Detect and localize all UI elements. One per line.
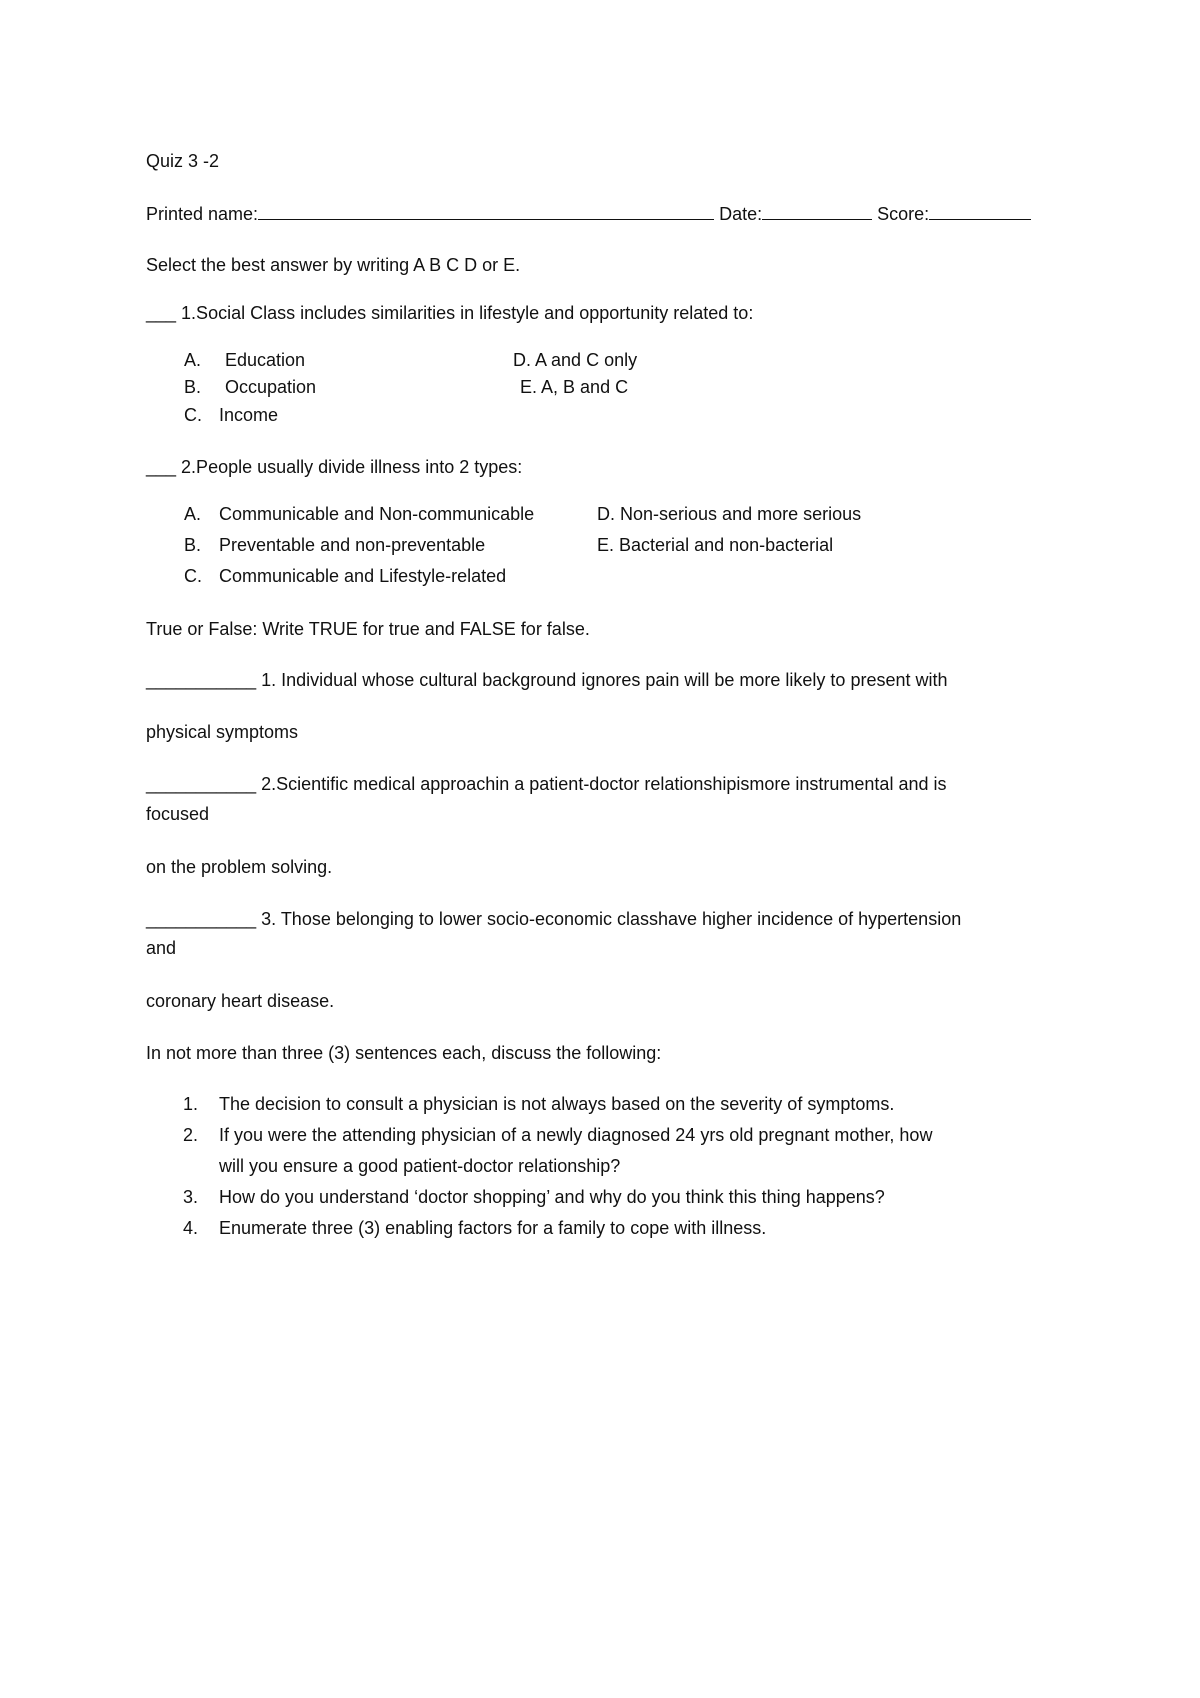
option-text: A and C only [535, 350, 638, 370]
option-letter: A. [184, 350, 202, 370]
statement-continuation: coronary heart disease. [146, 991, 335, 1011]
option-d [513, 349, 637, 372]
essay-number: 3. [183, 1187, 199, 1207]
tf-instruction: True or False: Write TRUE for true and FALSE for false. [146, 619, 590, 639]
question-text: 1.Social Class includes similarities in lifestyle and opportunity related to: [176, 303, 754, 323]
score-label: Score: [877, 204, 930, 224]
option-text: Non-serious and more serious [620, 504, 862, 524]
tf-item-2 [146, 773, 946, 796]
option-text: Occupation [225, 377, 317, 397]
mc-question-1 [146, 302, 753, 325]
option-letter: C. [184, 405, 202, 425]
answer-blank[interactable]: ___________ [146, 774, 257, 794]
question-text: 2.People usually divide illness into 2 types: [176, 457, 523, 477]
name-label: Printed name: [146, 204, 259, 224]
statement-continuation: and [146, 938, 177, 958]
option-letter: D. [597, 504, 615, 524]
option-text: Communicable and Non-communicable [219, 504, 535, 524]
essay-number: 2. [183, 1125, 199, 1145]
option-text: Income [219, 405, 279, 425]
statement-continuation: physical symptoms [146, 722, 299, 742]
option-letter: D. [513, 350, 531, 370]
option-e [520, 376, 628, 399]
score-field[interactable] [929, 202, 1031, 220]
option-d [597, 503, 861, 526]
option-letter: C. [184, 566, 202, 586]
tf-item-3 [146, 908, 961, 931]
option-letter: B. [184, 535, 202, 555]
date-label: Date: [719, 204, 763, 224]
mc-question-2 [146, 456, 522, 479]
answer-blank[interactable]: ___________ [146, 670, 257, 690]
option-letter: B. [184, 377, 202, 397]
essay-number: 4. [183, 1218, 199, 1238]
statement-text: 1. Individual whose cultural background ignores pain will be more likely to present with [256, 670, 948, 690]
statement-text: 3. Those belonging to lower socio-economic classhave higher incidence of hypertension [256, 909, 962, 929]
option-text: A, B and C [541, 377, 629, 397]
answer-blank[interactable]: ___ [146, 303, 177, 323]
answer-blank[interactable]: ___ [146, 457, 177, 477]
essay-question: If you were the attending physician of a newly diagnosed 24 yrs old pregnant mother, how [219, 1125, 933, 1145]
option-text: Communicable and Lifestyle-related [219, 566, 507, 586]
essay-question: How do you understand ‘doctor shopping’ and why do you think this thing happens? [219, 1187, 885, 1207]
option-letter: A. [184, 504, 202, 524]
option-text: Bacterial and non-bacterial [619, 535, 834, 555]
quiz-title: Quiz 3 -2 [146, 151, 220, 171]
statement-continuation: on the problem solving. [146, 857, 333, 877]
essay-instruction: In not more than three (3) sentences each, discuss the following: [146, 1043, 662, 1063]
statement-continuation: focused [146, 804, 210, 824]
option-e [597, 534, 833, 557]
header-row [146, 202, 1031, 226]
answer-blank[interactable]: ___________ [146, 909, 257, 929]
option-text: Education [225, 350, 306, 370]
essay-number: 1. [183, 1094, 199, 1114]
option-letter: E. [520, 377, 538, 397]
name-field[interactable] [258, 202, 714, 220]
date-field[interactable] [762, 202, 872, 220]
essay-question-continuation: will you ensure a good patient-doctor relationship? [219, 1156, 621, 1176]
mc-instruction: Select the best answer by writing A B C D or E. [146, 255, 521, 275]
essay-question: Enumerate three (3) enabling factors for a family to cope with illness. [219, 1218, 767, 1238]
essay-question: The decision to consult a physician is not always based on the severity of symptoms. [219, 1094, 895, 1114]
option-letter: E. [597, 535, 615, 555]
tf-item-1 [146, 669, 948, 692]
option-text: Preventable and non-preventable [219, 535, 486, 555]
statement-text: 2.Scientific medical approachin a patient-doctor relationshipismore instrumental and is [256, 774, 947, 794]
